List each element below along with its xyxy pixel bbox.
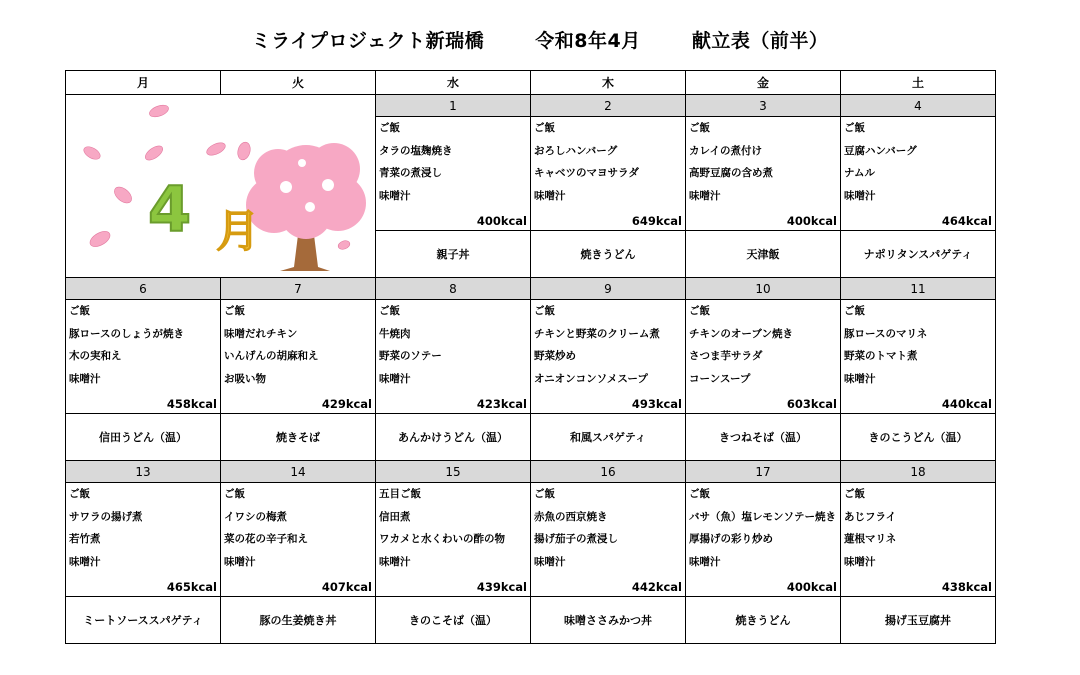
day-menu-cell: [841, 117, 996, 231]
alternate-menu: 焼きそば: [221, 414, 376, 461]
menu-item: ご飯: [844, 122, 865, 134]
menu-item: 味噌だれチキン: [224, 327, 298, 340]
menu-item: ご飯: [534, 488, 555, 500]
noodle-row: [66, 597, 996, 644]
alternate-menu: 焼きうどん: [686, 597, 841, 644]
calorie-total: 438kcal: [941, 580, 992, 594]
menu-item: 五目ご飯: [379, 488, 421, 500]
april-sakura-illustration: [66, 95, 376, 278]
day-menu-cell: [66, 483, 221, 597]
menu-item: 牛焼肉: [379, 327, 411, 340]
menu-item: 味噌汁: [379, 555, 411, 568]
calorie-total: 442kcal: [631, 580, 682, 594]
day-date: 14: [221, 461, 376, 483]
alternate-menu: 和風スパゲティ: [531, 414, 686, 461]
menu-item: ご飯: [844, 305, 865, 317]
menu-item: ご飯: [69, 305, 90, 317]
menu-calendar-table: [65, 70, 996, 644]
menu-item: お吸い物: [224, 372, 266, 385]
calorie-total: 400kcal: [786, 214, 837, 228]
menu-item: おろしハンバーグ: [534, 144, 618, 157]
meal-row: [66, 483, 996, 597]
menu-item: ご飯: [379, 122, 400, 134]
menu-item: 味噌汁: [844, 189, 876, 202]
menu-item: 野菜のトマト煮: [844, 350, 918, 362]
day-menu-cell: [66, 300, 221, 414]
day-menu-cell: [686, 483, 841, 597]
day-date: 11: [841, 278, 996, 300]
menu-item: 豚ロースのマリネ: [844, 327, 928, 340]
menu-item: 赤魚の西京焼き: [534, 510, 608, 523]
alternate-menu: 豚の生姜焼き丼: [221, 597, 376, 644]
menu-item: ご飯: [224, 488, 245, 500]
day-menu-cell: [841, 300, 996, 414]
menu-item: 木の実和え: [69, 350, 122, 362]
day-date: 6: [66, 278, 221, 300]
meal-row: [66, 300, 996, 414]
alternate-menu: ナポリタンスパゲティ: [841, 231, 996, 278]
calorie-total: 649kcal: [631, 214, 682, 228]
menu-item: 味噌汁: [379, 372, 411, 385]
menu-item: 豆腐ハンバーグ: [844, 144, 917, 157]
menu-item: 味噌汁: [379, 189, 411, 202]
calorie-total: 407kcal: [321, 580, 372, 594]
menu-item: 味噌汁: [69, 555, 101, 568]
calorie-total: 400kcal: [476, 214, 527, 228]
calorie-total: 603kcal: [786, 397, 837, 411]
menu-item: キャベツのマヨサラダ: [534, 167, 639, 179]
menu-item: 揚げ茄子の煮浸し: [534, 533, 618, 545]
date-row: [66, 461, 996, 483]
menu-item: 野菜炒め: [534, 350, 576, 362]
alternate-menu: 天津飯: [686, 231, 841, 278]
day-date: 18: [841, 461, 996, 483]
menu-item: ナムル: [844, 167, 875, 179]
menu-item: 蓮根マリネ: [844, 533, 897, 545]
weekday-header-row: [66, 71, 996, 95]
menu-item: カレイの煮付け: [689, 144, 762, 157]
menu-item: バサ（魚）塩レモンソテー焼き: [689, 510, 836, 523]
menu-item: ご飯: [689, 488, 710, 500]
menu-item: 味噌汁: [689, 189, 721, 202]
day-menu-cell: [686, 117, 841, 231]
menu-item: 味噌汁: [844, 555, 876, 568]
menu-item: さつま芋サラダ: [689, 350, 763, 362]
calorie-total: 493kcal: [631, 397, 682, 411]
noodle-row: [66, 414, 996, 461]
day-menu-cell: [686, 300, 841, 414]
weekday-mon: 月: [66, 71, 221, 95]
date-row: [66, 95, 996, 117]
menu-item: タラの塩麹焼き: [379, 144, 453, 157]
calorie-total: 429kcal: [321, 397, 372, 411]
menu-item: ご飯: [689, 305, 710, 317]
menu-item: ご飯: [69, 488, 90, 500]
alternate-menu: 親子丼: [376, 231, 531, 278]
day-menu-cell: [376, 483, 531, 597]
day-date: 10: [686, 278, 841, 300]
menu-item: 味噌汁: [844, 372, 876, 385]
menu-item: ご飯: [379, 305, 400, 317]
hero-month-number: 4: [148, 173, 192, 246]
calorie-total: 458kcal: [166, 397, 217, 411]
day-date: 15: [376, 461, 531, 483]
day-date: 7: [221, 278, 376, 300]
menu-item: 味噌汁: [534, 189, 566, 202]
menu-item: ご飯: [534, 305, 555, 317]
menu-item: あじフライ: [844, 510, 897, 523]
alternate-menu: きのこそば（温）: [376, 597, 531, 644]
menu-item: 若竹煮: [69, 533, 101, 545]
calorie-total: 439kcal: [476, 580, 527, 594]
menu-item: ご飯: [534, 122, 555, 134]
menu-item: 野菜のソテー: [379, 350, 442, 362]
calorie-total: 465kcal: [166, 580, 217, 594]
menu-item: オニオンコンソメスープ: [534, 372, 648, 385]
weekday-wed: 水: [376, 71, 531, 95]
day-menu-cell: [376, 300, 531, 414]
date-row: [66, 278, 996, 300]
calorie-total: 440kcal: [941, 397, 992, 411]
menu-item: 味噌汁: [69, 372, 101, 385]
menu-item: チキンと野菜のクリーム煮: [534, 327, 660, 340]
weekday-thu: 木: [531, 71, 686, 95]
day-menu-cell: [531, 483, 686, 597]
alternate-menu: きのこうどん（温）: [841, 414, 996, 461]
menu-item: 味噌汁: [224, 555, 256, 568]
weekday-tue: 火: [221, 71, 376, 95]
day-menu-cell: [221, 483, 376, 597]
menu-item: 信田煮: [379, 510, 411, 523]
calorie-total: 464kcal: [941, 214, 992, 228]
alternate-menu: きつねそば（温）: [686, 414, 841, 461]
day-date: 4: [841, 95, 996, 117]
menu-item: 菜の花の辛子和え: [224, 533, 308, 545]
day-menu-cell: [531, 300, 686, 414]
weekday-fri: 金: [686, 71, 841, 95]
day-date: 17: [686, 461, 841, 483]
menu-item: ご飯: [224, 305, 245, 317]
menu-item: ご飯: [844, 488, 865, 500]
menu-item: チキンのオーブン焼き: [689, 327, 793, 340]
facility-name: ミライプロジェクト新瑞橋: [251, 30, 485, 52]
menu-item: 味噌汁: [534, 555, 566, 568]
menu-item: いんげんの胡麻和え: [224, 350, 319, 362]
alternate-menu: あんかけうどん（温）: [376, 414, 531, 461]
alternate-menu: 焼きうどん: [531, 231, 686, 278]
day-menu-cell: [841, 483, 996, 597]
menu-item: サワラの揚げ煮: [69, 510, 143, 523]
alternate-menu: 揚げ玉豆腐丼: [841, 597, 996, 644]
alternate-menu: 味噌ささみかつ丼: [531, 597, 686, 644]
day-date: 9: [531, 278, 686, 300]
hero-month-kanji: 月: [216, 206, 260, 257]
menu-item: 厚揚げの彩り炒め: [689, 533, 773, 545]
weekday-sat: 土: [841, 71, 996, 95]
day-menu-cell: [376, 117, 531, 231]
day-date: 2: [531, 95, 686, 117]
alternate-menu: 信田うどん（温）: [66, 414, 221, 461]
alternate-menu: ミートソーススパゲティ: [66, 597, 221, 644]
menu-item: 豚ロースのしょうが焼き: [69, 327, 184, 340]
menu-item: 味噌汁: [689, 555, 721, 568]
calorie-total: 423kcal: [476, 397, 527, 411]
day-date: 8: [376, 278, 531, 300]
day-menu-cell: [221, 300, 376, 414]
menu-item: ワカメと水くわいの酢の物: [379, 533, 505, 545]
day-date: 3: [686, 95, 841, 117]
day-date: 13: [66, 461, 221, 483]
menu-label: 献立表（前半）: [691, 30, 829, 52]
menu-item: 高野豆腐の含め煮: [689, 167, 773, 179]
day-date: 1: [376, 95, 531, 117]
calorie-total: 400kcal: [786, 580, 837, 594]
menu-item: 青菜の煮浸し: [379, 167, 442, 179]
menu-item: イワシの梅煮: [224, 510, 287, 523]
menu-item: コーンスープ: [689, 372, 751, 385]
day-menu-cell: [531, 117, 686, 231]
menu-item: ご飯: [689, 122, 710, 134]
page-title: [0, 26, 1080, 53]
day-date: 16: [531, 461, 686, 483]
menu-month: 令和8年4月: [535, 30, 641, 52]
